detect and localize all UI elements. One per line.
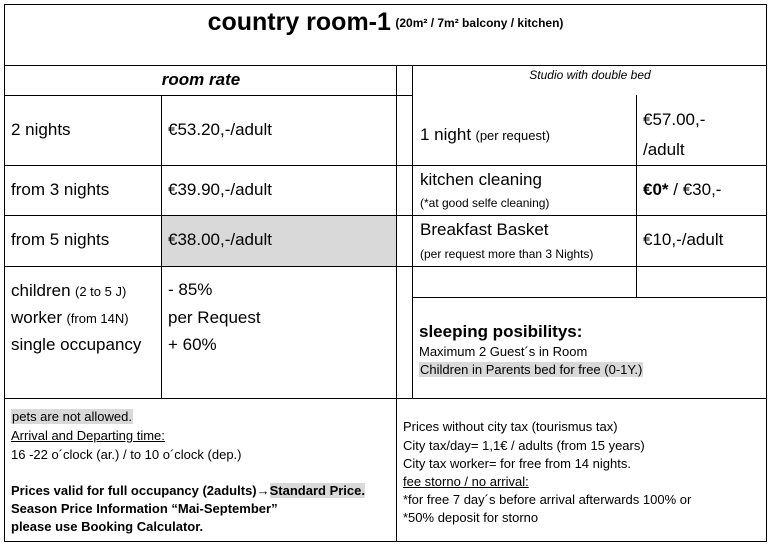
kitchen-cleaning-label: kitchen cleaning — [420, 170, 542, 189]
sleeping-title: sleeping posibilitys: — [419, 322, 583, 341]
storno-title: fee storno / no arrival: — [403, 474, 529, 489]
booking-calculator-note: please use Booking Calculator. — [11, 519, 204, 534]
border-footer-divider — [396, 398, 397, 542]
border-row1 — [4, 95, 413, 96]
breakfast-basket-label: Breakfast Basket — [420, 220, 549, 239]
border-title-bottom — [4, 65, 767, 66]
border-col-spacer-a — [396, 65, 397, 399]
rate-3-nights-label: from 3 nights — [11, 180, 110, 199]
border-row6 — [4, 398, 767, 399]
border-outer-right — [766, 4, 767, 542]
prices-valid-note: Prices valid for full occupancy (2adults)→Standard Price. — [11, 483, 365, 498]
rate-5-nights-value: €38.00,-/adult — [168, 230, 272, 249]
border-row4 — [4, 266, 767, 267]
single-occupancy-label: single occupancy — [11, 335, 142, 354]
kitchen-cleaning-price: €0* / €30,- — [643, 180, 722, 199]
rate-3-nights-value: €39.90,-/adult — [168, 180, 272, 199]
breakfast-basket-note: (per request more than 3 Nights) — [420, 247, 594, 261]
border-col-right-value — [636, 95, 637, 298]
arrow-icon: → — [256, 483, 270, 498]
rate-2-nights-value: €53.20,-/adult — [168, 120, 272, 139]
room-name: country room-1 — [207, 8, 391, 36]
storno-line2: *50% deposit for storno — [403, 510, 539, 525]
worker-price: per Request — [168, 308, 261, 327]
border-row3 — [4, 215, 767, 216]
border-col-spacer-b — [412, 65, 413, 399]
page-title — [0, 8, 771, 37]
rate-2-nights-label: 2 nights — [11, 120, 71, 139]
city-tax-line1: Prices without city tax (tourismus tax) — [403, 419, 618, 434]
one-night-price-line1: €57.00,- — [643, 110, 706, 129]
border-row2-right — [413, 165, 767, 166]
arrival-title: Arrival and Departing time: — [11, 428, 165, 443]
children-discount: - 85% — [168, 280, 213, 299]
border-col-left-label — [161, 95, 162, 399]
arrival-times: 16 -22 o´clock (ar.) / to 10 o´clock (dep.) — [11, 447, 242, 462]
sleeping-children: Children in Parents bed for free (0-1Y.) — [420, 362, 643, 377]
one-night-label: 1 night (per request) — [420, 125, 550, 144]
storno-line1: *for free 7 day´s before arrival afterwards 100% or — [403, 492, 692, 507]
one-night-price-line2: /adult — [643, 140, 685, 159]
single-occupancy-surcharge: + 60% — [168, 335, 217, 354]
city-tax-line3: City tax worker= for free from 14 nights. — [403, 456, 631, 471]
border-row5-right — [413, 297, 767, 298]
sleeping-max-guests: Maximum 2 Guest´s in Room — [419, 344, 588, 359]
city-tax-line2: City tax/day= 1,1€ / adults (from 15 years) — [403, 438, 645, 453]
room-rate-header: room rate — [161, 70, 241, 89]
border-outer-top — [4, 4, 767, 5]
room-size: (20m² / 7m² balcony / kitchen) — [395, 16, 564, 30]
children-row-label: children (2 to 5 J) — [11, 281, 127, 300]
rate-5-nights-label: from 5 nights — [11, 230, 110, 249]
season-info: Season Price Information “Mai-September” — [11, 501, 278, 516]
studio-header: Studio with double bed — [529, 68, 651, 82]
kitchen-cleaning-note: (*at good selfe cleaning) — [420, 196, 550, 210]
breakfast-basket-price: €10,-/adult — [643, 230, 724, 249]
pets-notice: pets are not allowed. — [12, 409, 132, 424]
border-outer-bottom — [4, 541, 767, 542]
worker-row-label: worker (from 14N) — [11, 308, 129, 327]
border-row2-left — [4, 165, 413, 166]
